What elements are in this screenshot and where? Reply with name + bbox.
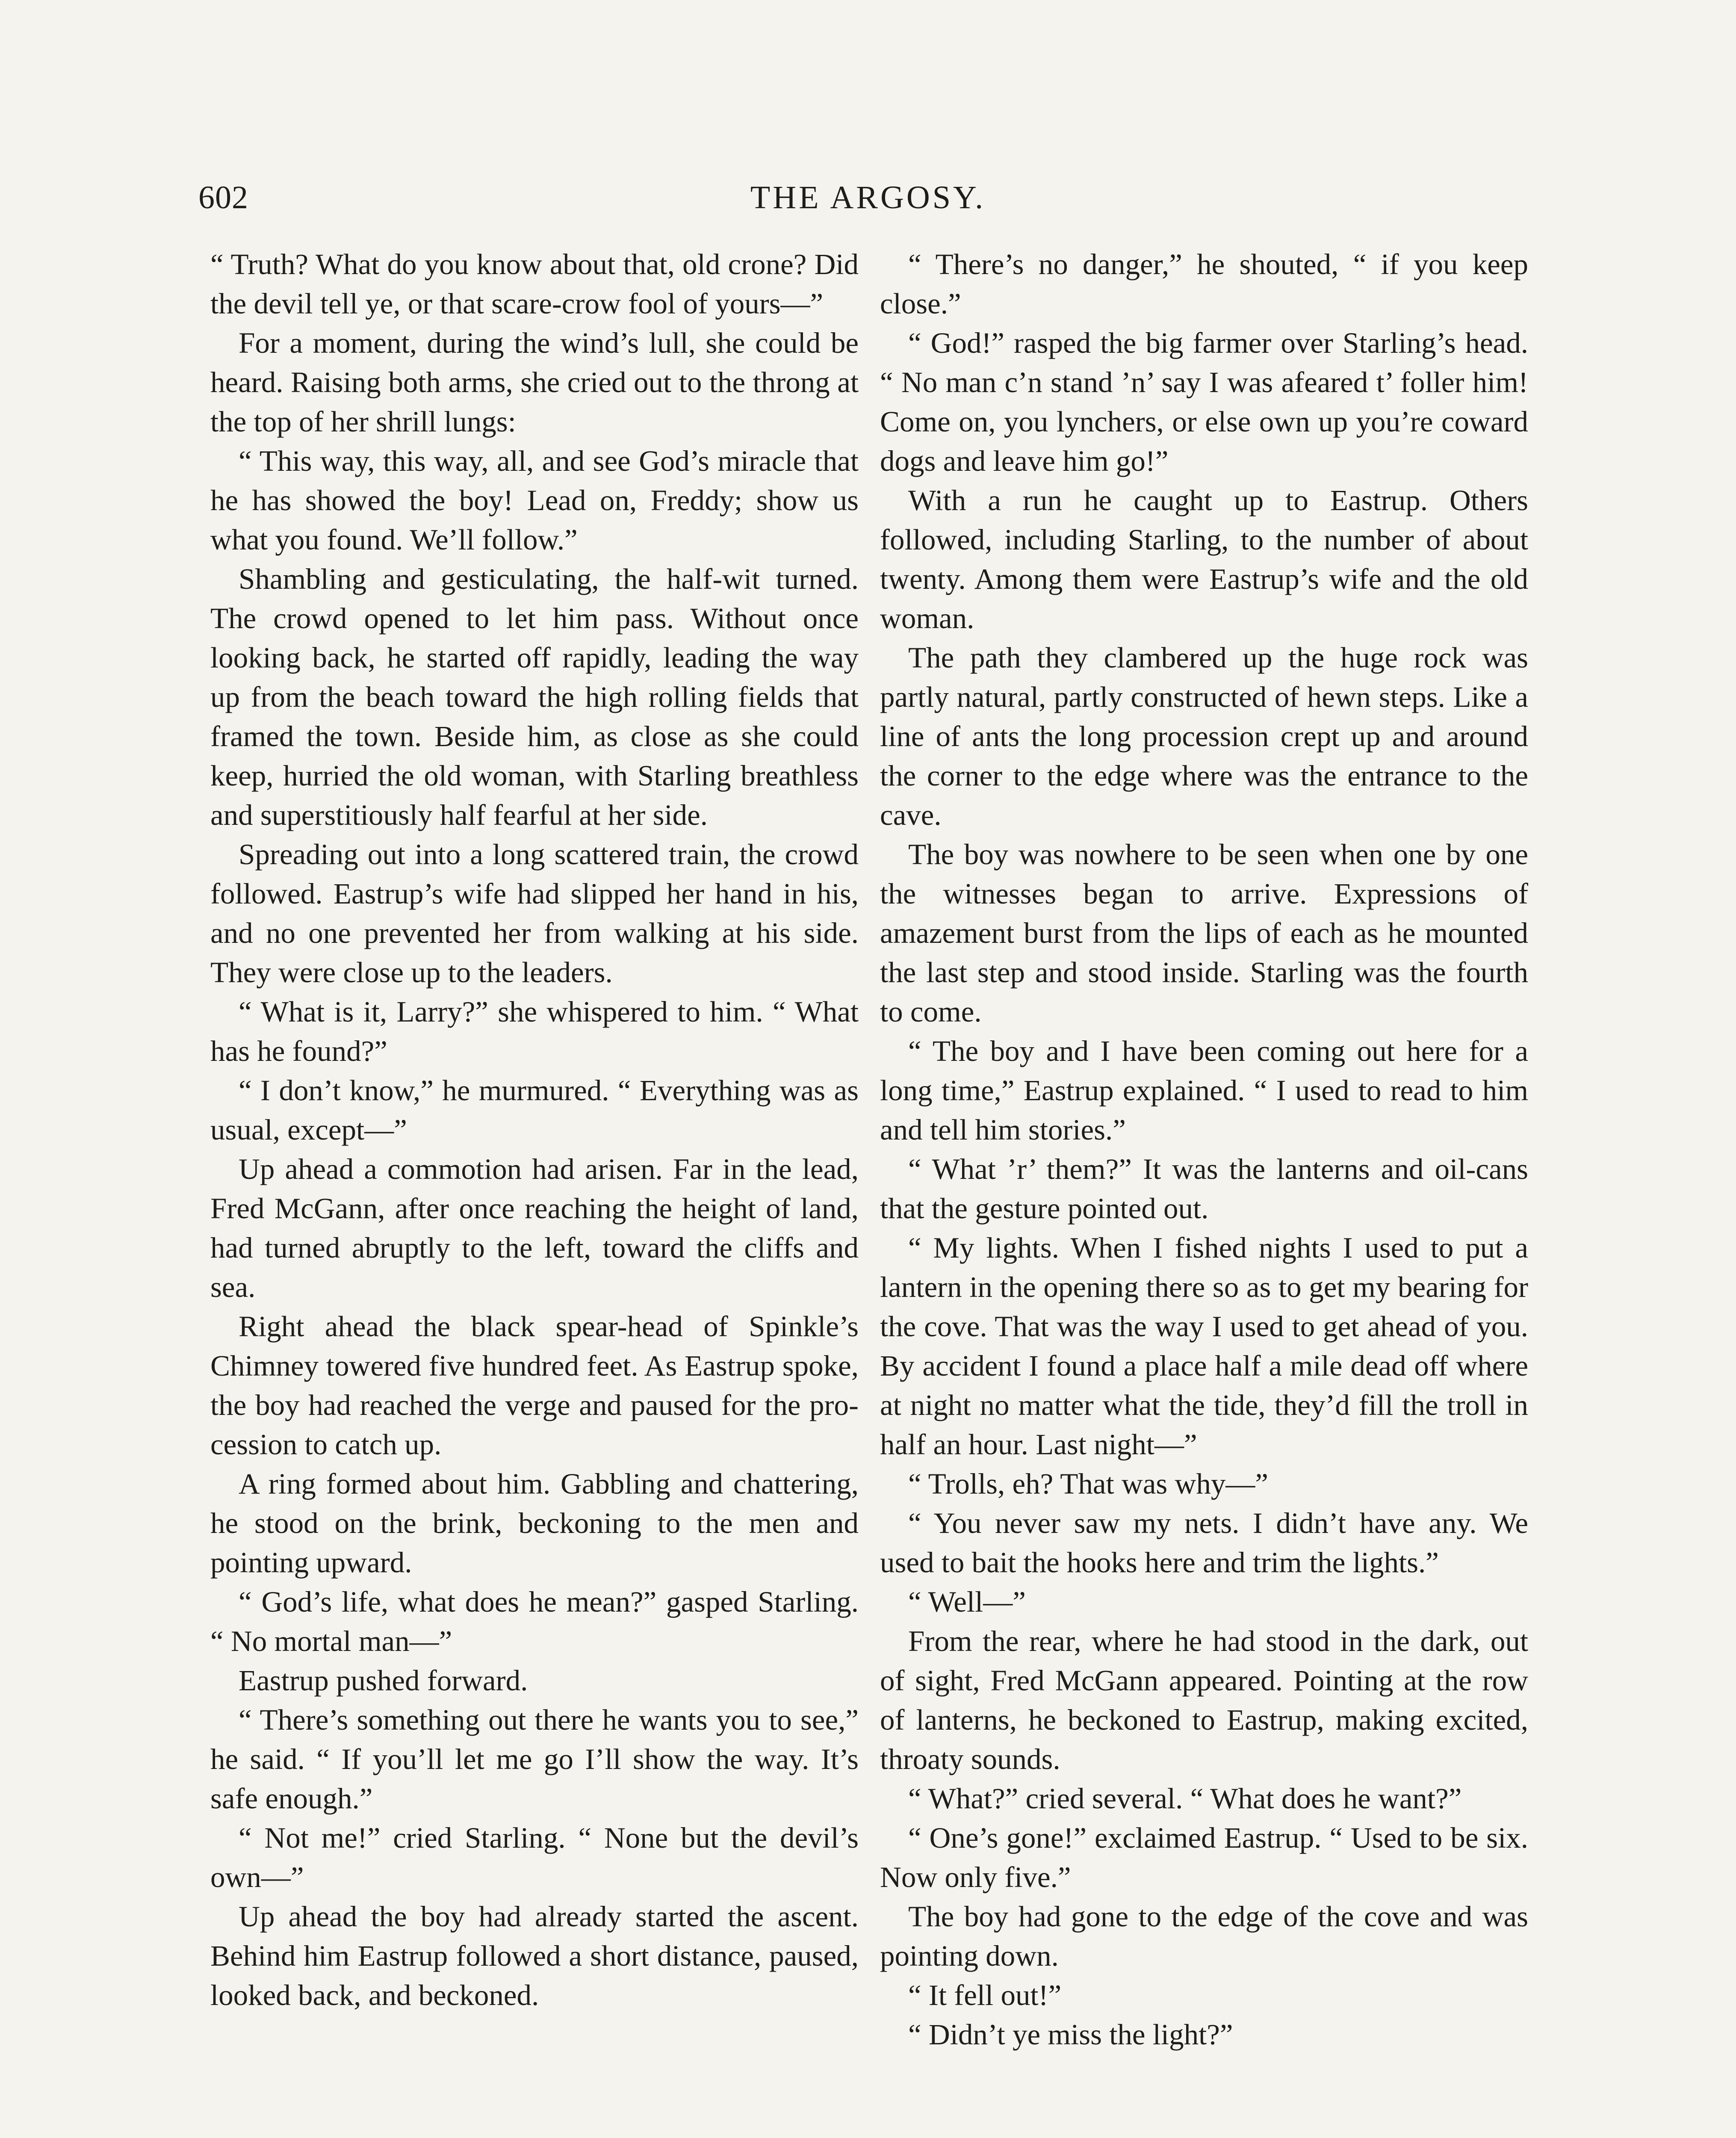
paragraph: “ Well—”	[908, 1586, 1026, 1618]
paragraph: “ It fell out!”	[908, 1979, 1062, 2011]
paragraph: For a moment, during the wind’s lull, she could be heard. Raising both arms, she cried out to the throng at the top of her shrill lungs:	[210, 327, 859, 438]
paragraph: “ God!” rasped the big farmer over Starling’s head. “ No man c’n stand ’n’ say I was afeared t’ foller him! Come on, you lynchers, or else own up you’re coward dogs and leave him go!”	[880, 327, 1528, 477]
right-column	[880, 245, 1528, 2054]
paragraph: “ The boy and I have been coming out here for a long time,” Eastrup explained. “ I used to read to him and tell him stories.”	[880, 1035, 1528, 1146]
paragraph: “ What?” cried several. “ What does he want?”	[908, 1782, 1462, 1815]
paragraph: Shambling and gesticulating, the half-wit turned. The crowd opened to let him pass. Without once looking back, he started off rapidly, leading the way up from the beach toward the high rolling fields that framed the town. Beside him, as close as she could keep, hurried the old woman, with Starling breathless and superstitiously half fearful at her side.	[210, 563, 859, 831]
paragraph: “ Didn’t ye miss the light?”	[908, 2018, 1233, 2051]
paragraph: “ God’s life, what does he mean?” gasped Starling. “ No mortal man—”	[210, 1586, 859, 1657]
paragraph: A ring formed about him. Gabbling and chattering, he stood on the brink, beckoning to the men and pointing upward.	[210, 1468, 859, 1579]
running-title: THE ARGOSY.	[750, 180, 986, 216]
paragraph: The path they clambered up the huge rock was partly natural, partly constructed of hewn steps. Like a line of ants the long procession crept up and around the corner to the edge where was the entrance to the cave.	[880, 641, 1528, 831]
paragraph: The boy had gone to the edge of the cove and was pointing down.	[880, 1900, 1528, 1972]
paragraph: From the rear, where he had stood in the dark, out of sight, Fred McGann appeared. Pointing at the row of lanterns, he beckoned to Eastrup, making excited, throaty sounds.	[880, 1625, 1528, 1775]
paragraph: “ There’s something out there he wants you to see,” he said. “ If you’ll let me go I’ll show the way. It’s safe enough.”	[210, 1704, 859, 1815]
paragraph: “ You never saw my nets. I didn’t have any. We used to bait the hooks here and trim the lights.”	[880, 1507, 1528, 1579]
paragraph: Up ahead a commotion had arisen. Far in the lead, Fred McGann, after once reaching the height of land, had turned abruptly to the left, toward the cliffs and sea.	[210, 1153, 859, 1303]
paragraph: “ One’s gone!” exclaimed Eastrup. “ Used to be six. Now only five.”	[880, 1822, 1528, 1893]
paragraph: “ Truth? What do you know about that, old crone? Did the devil tell ye, or that scare-crow fool of yours—”	[210, 248, 859, 320]
paragraph: “ My lights. When I fished nights I used to put a lantern in the opening there so as to get my bearing for the cove. That was the way I used to get ahead of you. By accident I found a place half a mile dead off where at night no matter what the tide, they’d fill the troll in half an hour. Last night—”	[880, 1231, 1528, 1461]
paragraph: The boy was nowhere to be seen when one by one the witnesses began to arrive. Expressions of amazement burst from the lips of each as he mounted the last step and stood inside. Starling was the fourth to come.	[880, 838, 1528, 1028]
paragraph: “ What is it, Larry?” she whispered to him. “ What has he found?”	[210, 995, 859, 1067]
paragraph: “ There’s no danger,” he shouted, “ if you keep close.”	[880, 248, 1528, 320]
paragraph: With a run he caught up to Eastrup. Others followed, including Starling, to the number of about twenty. Among them were Eastrup’s wife and the old woman.	[880, 484, 1528, 635]
page-number: 602	[198, 180, 248, 216]
paragraph: Right ahead the black spear-head of Spinkle’s Chimney towered five hundred feet. As Eastrup spoke, the boy had reached the verge and paused for the procession to catch up.	[210, 1310, 859, 1461]
left-column	[210, 245, 859, 2015]
paragraph: “ Trolls, eh? That was why—”	[908, 1468, 1268, 1500]
paragraph: “ I don’t know,” he murmured. “ Everything was as usual, except—”	[210, 1074, 859, 1146]
paragraph: “ This way, this way, all, and see God’s miracle that he has showed the boy! Lead on, Freddy; show us what you found. We’ll follow.”	[210, 445, 859, 556]
paragraph: Up ahead the boy had already started the ascent. Behind him Eastrup followed a short distance, paused, looked back, and beckoned.	[210, 1900, 859, 2011]
paragraph: Spreading out into a long scattered train, the crowd followed. Eastrup’s wife had slipped her hand in his, and no one prevented her from walking at his side. They were close up to the leaders.	[210, 838, 859, 989]
paragraph: Eastrup pushed forward.	[239, 1664, 528, 1697]
paragraph: “ What ’r’ them?” It was the lanterns and oil-cans that the gesture pointed out.	[880, 1153, 1528, 1225]
paragraph: “ Not me!” cried Starling. “ None but the devil’s own—”	[210, 1822, 859, 1893]
